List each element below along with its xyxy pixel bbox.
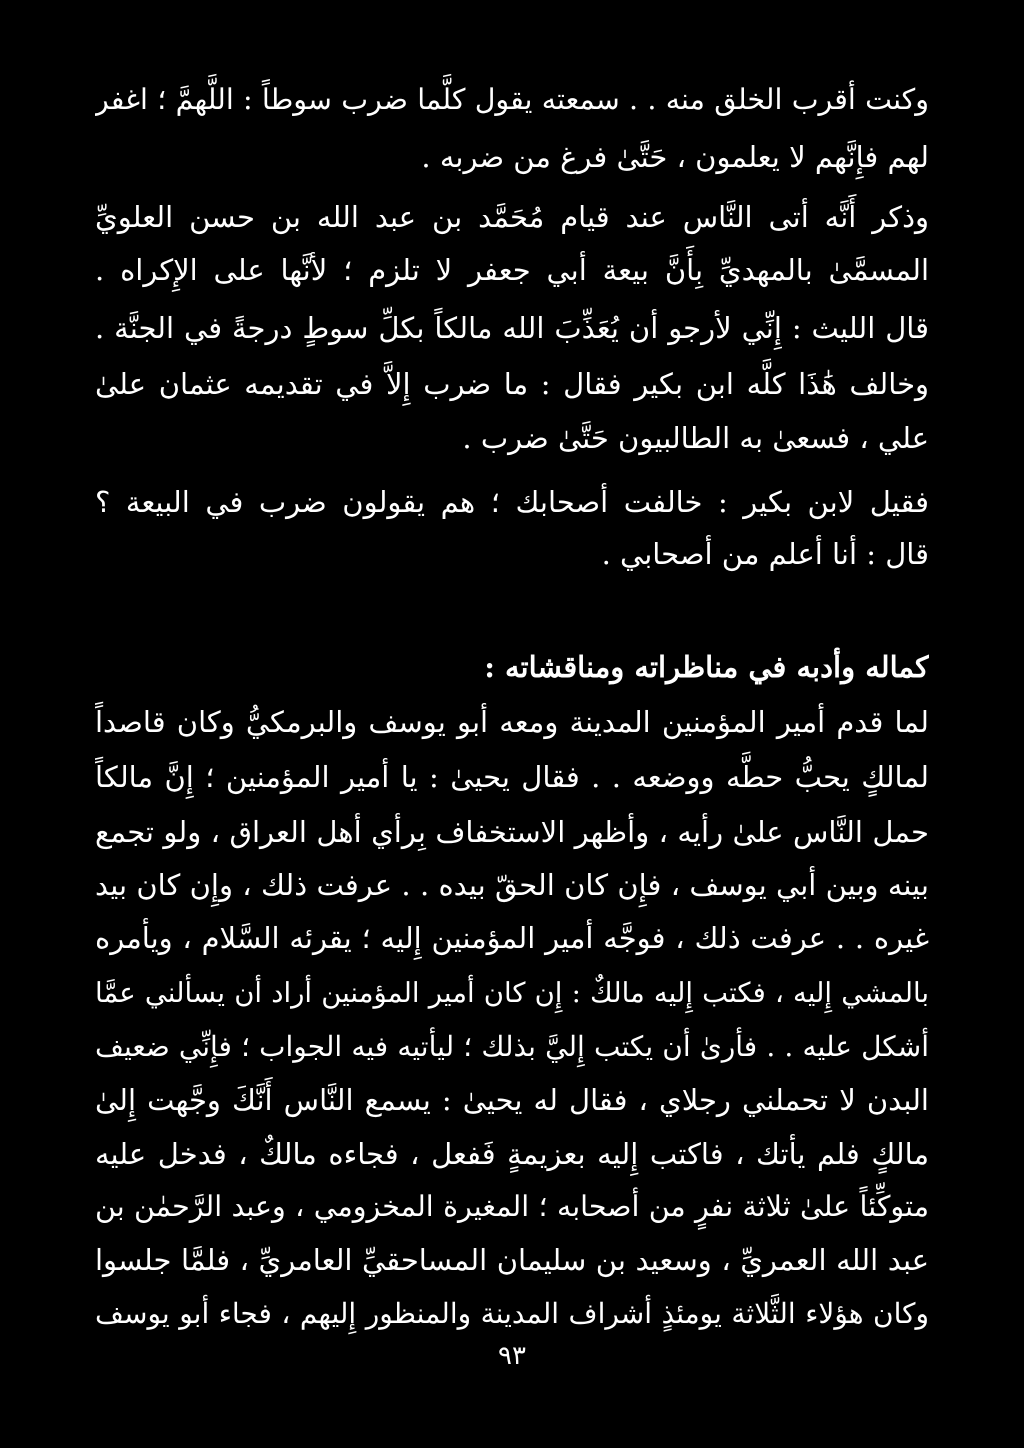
body-line-2: لمالكٍ يحبُّ حطَّه ووضعه . . فقال يحيىٰ : يا أمير المؤمنين ؛ إِنَّ مالكاً [95, 760, 929, 794]
section-heading: كماله وأدبه في مناظراته ومناقشاته : [484, 650, 929, 684]
page-number: ٩٣ [498, 1341, 526, 1371]
body-line-5: غيره . . عرفت ذلك ، فوجَّه أمير المؤمنين إِليه ؛ يقرئه السَّلام ، ويأمره [95, 921, 929, 955]
body-line-1: لما قدم أمير المؤمنين المدينة ومعه أبو يوسف والبرمكيُّ وكان قاصداً [95, 705, 929, 739]
paragraph-1-line-2: لهم فإِنَّهم لا يعلمون ، حَتَّىٰ فرغ من ضربه . [421, 140, 929, 174]
body-line-12: وكان هؤلاء الثَّلاثة يومئذٍ أشراف المدينة والمنظور إِليهم ، فجاء أبو يوسف [95, 1297, 929, 1330]
paragraph-5-line-2: قال : أنا أعلم من أصحابي . [601, 537, 929, 571]
body-line-6: بالمشي إِليه ، فكتب إِليه مالكٌ : إِن كان أمير المؤمنين أراد أن يسألني عمَّا [95, 977, 929, 1009]
body-line-4: بينه وبين أبي يوسف ، فإِن كان الحقّ بيده . . عرفت ذلك ، وإِن كان بيد [95, 868, 929, 902]
paragraph-5-line-1: فقيل لابن بكير : خالفت أصحابك ؛ هم يقولون ضرب في البيعة ؟ [95, 485, 929, 519]
paragraph-2-line-1: وذكر أَنَّه أتى النَّاس عند قيام مُحَمَّد بن عبد الله بن حسن العلويِّ [95, 200, 929, 234]
paragraph-3-line-1: قال الليث : إِنِّي لأرجو أن يُعَذِّبَ الله مالكاً بكلِّ سوطٍ درجةً في الجنَّة . [95, 311, 929, 345]
body-line-3: حمل النَّاس علىٰ رأيه ، وأظهر الاستخفاف بِرأي أهل العراق ، ولو تجمع [95, 815, 929, 849]
body-line-9: مالكٍ فلم يأتك ، فاكتب إِليه بعزيمةٍ فَفعل ، فجاءه مالكٌ ، فدخل عليه [95, 1137, 929, 1171]
body-line-8: البدن لا تحملني رجلاي ، فقال له يحيىٰ : يسمع النَّاس أَنَّكَ وجَّهت إِلىٰ [95, 1083, 929, 1117]
body-line-11: عبد الله العمريِّ ، وسعيد بن سليمان المساحقيِّ العامريِّ ، فلمَّا جلسوا [95, 1243, 929, 1277]
paragraph-2-line-2: المسمَّىٰ بالمهديِّ بِأَنَّ بيعة أبي جعفر لا تلزم ؛ لأنَّها على الإِكراه . [95, 253, 929, 287]
paragraph-4-line-1: وخالف هَٰذَا كلَّه ابن بكير فقال : ما ضرب إِلاَّ في تقديمه عثمان علىٰ [95, 367, 929, 401]
body-line-7: أشكل عليه . . فأرىٰ أن يكتب إِليَّ بذلك ؛ ليأتيه فيه الجواب ؛ فإِنِّي ضعيف [95, 1030, 929, 1063]
paragraph-4-line-2: علي ، فسعىٰ به الطالبيون حَتَّىٰ ضرب . [462, 421, 929, 455]
body-line-10: متوكِّئاً علىٰ ثلاثة نفرٍ من أصحابه ؛ المغيرة المخزومي ، وعبد الرَّحمٰن بن [95, 1190, 929, 1223]
paragraph-1-line-1: وكنت أقرب الخلق منه . . سمعته يقول كلَّما ضرب سوطاً : اللَّهمَّ ؛ اغفر [95, 83, 929, 116]
